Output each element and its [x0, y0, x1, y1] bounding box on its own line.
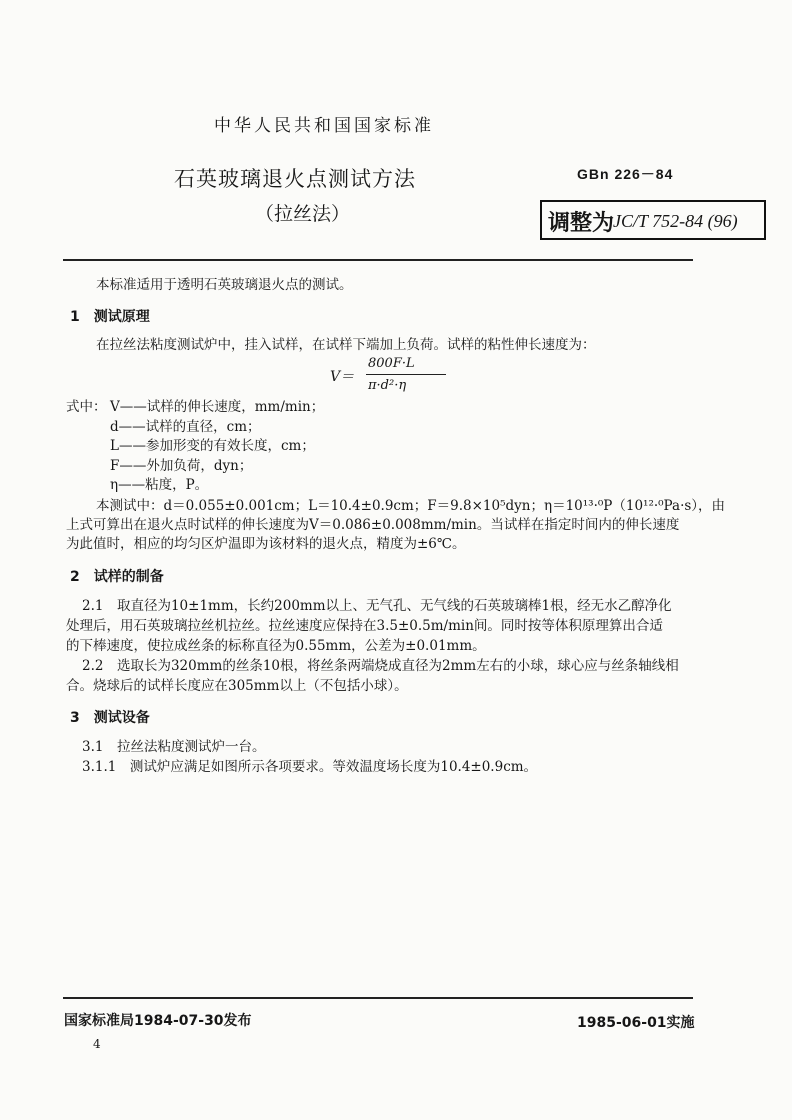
clause-2-1-line: 2.1 取直径为10±1mm，长约200mm以上、无气孔、无气线的石英玻璃棒1根，经无水乙醇净化 [82, 598, 672, 614]
document-header-org: 中华人民共和国国家标准 [214, 116, 434, 136]
formula-fraction-bar [366, 374, 446, 375]
definition-item: V——试样的伸长速度，mm/min； [110, 399, 325, 415]
intro-paragraph: 本标准适用于透明石英玻璃退火点的测试。 [96, 277, 353, 293]
definition-item: L——参加形变的有效长度，cm； [110, 438, 315, 454]
revision-stamp-handwriting: JC/T 752-84 (96) [613, 211, 738, 231]
clause-3-1: 3.1 拉丝法粘度测试炉一台。 [82, 739, 266, 755]
effective-date: 1985-06-01实施 [577, 1015, 695, 1031]
section-1-heading: 1 测试原理 [70, 309, 150, 325]
clause-2-2-line: 2.2 选取长为320mm的丝条10根，将丝条两端烧成直径为2mm左右的小球，球心应与丝条轴线相 [82, 658, 679, 674]
section-1-paragraph: 在拉丝法粘度测试炉中，挂入试样，在试样下端加上负荷。试样的粘性伸长速度为： [96, 337, 596, 353]
clause-2-2-line: 合。烧球后的试样长度应在305mm以上（不包括小球）。 [66, 678, 408, 694]
standard-code: GBn 226－84 [577, 166, 674, 182]
bottom-divider [63, 997, 693, 999]
clause-2-1-line: 处理后，用石英玻璃拉丝机拉丝。拉丝速度应保持在3.5±0.5m/min间。同时按等体积原理算出合适 [66, 618, 663, 634]
formula-lhs: V＝ [330, 369, 355, 385]
test-parameters-line: 上式可算出在退火点时试样的伸长速度为V＝0.086±0.008mm/min。当试样在指定时间内的伸长速度 [66, 517, 680, 533]
clause-2-1-line: 的下棒速度，使拉成丝条的标称直径为0.55mm，公差为±0.01mm。 [66, 638, 486, 654]
section-3-heading: 3 测试设备 [70, 710, 150, 726]
definitions-intro: 式中： [66, 399, 107, 415]
revision-stamp-label: 调整为 [548, 211, 615, 236]
clause-3-1-1: 3.1.1 测试炉应满足如图所示各项要求。等效温度场长度为10.4±0.9cm。 [82, 759, 538, 775]
document-title: 石英玻璃退火点测试方法 [174, 167, 416, 191]
document-subtitle: （拉丝法） [255, 203, 351, 225]
definition-item: η——粘度，P。 [110, 477, 209, 493]
formula-denominator: π·d²·η [368, 378, 407, 393]
test-parameters-line: 本测试中：d＝0.055±0.001cm；L＝10.4±0.9cm；F＝9.8×10⁵dyn；η＝10¹³·⁰P（10¹²·⁰Pa·s），由 [96, 498, 726, 514]
definition-item: d——试样的直径，cm； [110, 419, 261, 435]
issue-date: 国家标准局1984-07-30发布 [64, 1013, 252, 1029]
top-divider [63, 259, 693, 261]
definition-item: F——外加负荷，dyn； [110, 458, 253, 474]
formula-numerator: 800F·L [368, 356, 415, 371]
page-number: 4 [93, 1037, 101, 1051]
test-parameters-line: 为此值时，相应的均匀区炉温即为该材料的退火点，精度为±6℃。 [66, 536, 466, 552]
section-2-heading: 2 试样的制备 [70, 569, 164, 585]
